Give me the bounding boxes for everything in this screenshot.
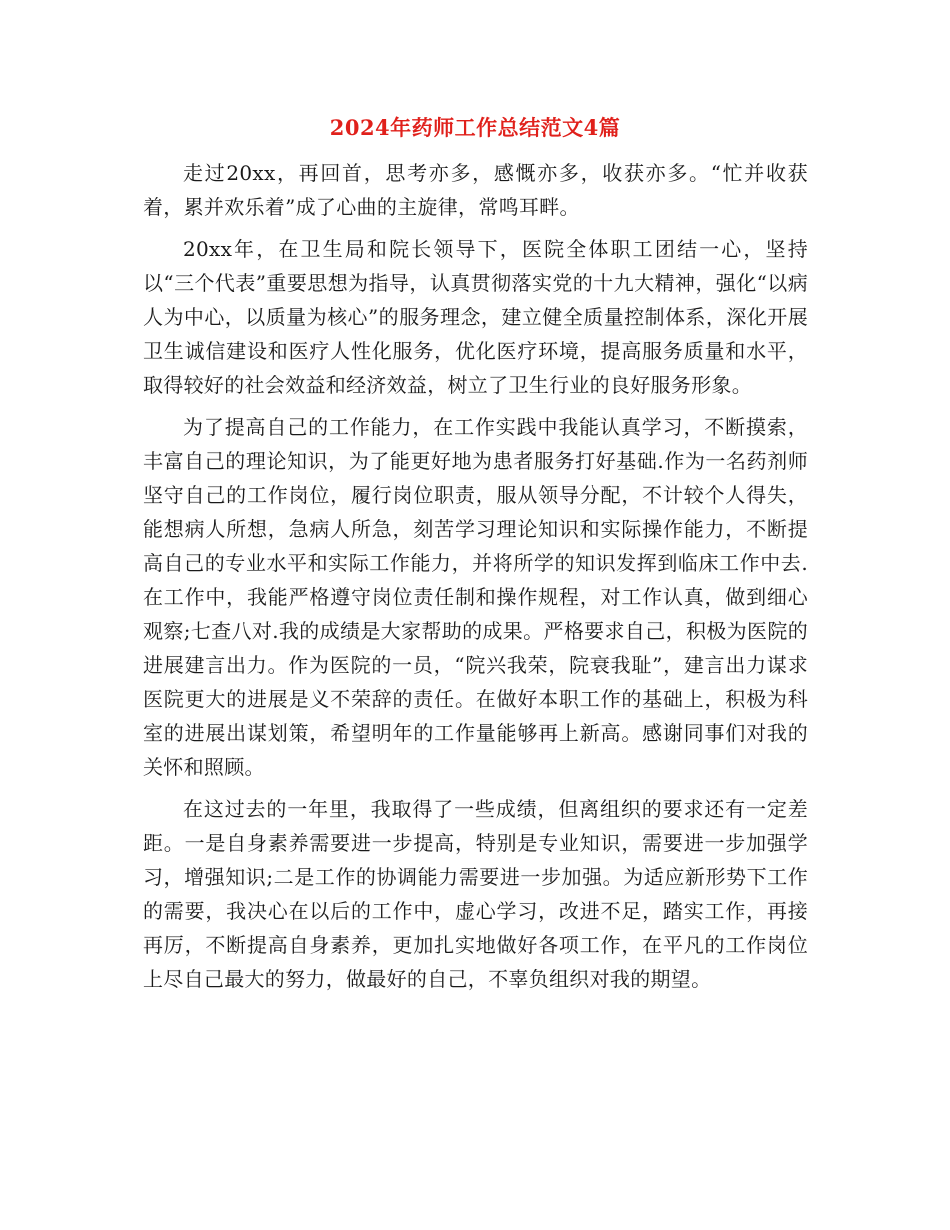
paragraph-4: 在这过去的一年里，我取得了一些成绩，但离组织的要求还有一定差距。一是自身素养需要进一步提高，特别是专业知识，需要进一步加强学习，增强知识;二是工作的协调能力需要进一步加强。为适应新形势下工作的需要，我决心在以后的工作中，虚心学习，改进不足，踏实工作，再接再厉，不断提高自身素养，更加扎实地做好各项工作，在平凡的工作岗位上尽自己最大的努力，做最好的自己，不辜负组织对我的期望。 — [143, 797, 808, 991]
paragraph-2: 20xx年，在卫生局和院长领导下，医院全体职工团结一心，坚持以“三个代表”重要思想为指导，认真贯彻落实党的十九大精神，强化“以病人为中心，以质量为核心”的服务理念，建立健全质量控制体系，深化开展卫生诚信建设和医疗人性化服务，优化医疗环境，提高服务质量和水平，取得较好的社会效益和经济效益，树立了卫生行业的良好服务形象。 — [143, 237, 808, 397]
document-title: 2024年药师工作总结范文4篇 — [329, 115, 621, 140]
paragraph-3: 为了提高自己的工作能力，在工作实践中我能认真学习，不断摸索，丰富自己的理论知识，为了能更好地为患者服务打好基础.作为一名药剂师坚守自己的工作岗位，履行岗位职责，服从领导分配，不计较个人得失，能想病人所想，急病人所急，刻苦学习理论知识和实际操作能力，不断提高自己的专业水平和实际工作能力，并将所学的知识发挥到临床工作中去.在工作中，我能严格遵守岗位责任制和操作规程，对工作认真，做到细心观察;七查八对.我的成绩是大家帮助的成果。严格要求自己，积极为医院的进展建言出力。作为医院的一员，“院兴我荣，院衰我耻”，建言出力谋求医院更大的进展是义不荣辞的责任。在做好本职工作的基础上，积极为科室的进展出谋划策，希望明年的工作量能够再上新高。感谢同事们对我的关怀和照顾。 — [143, 415, 808, 779]
paragraph-1: 走过20xx，再回首，思考亦多，感慨亦多，收获亦多。“忙并收获着，累并欢乐着”成了心曲的主旋律，常鸣耳畔。 — [143, 161, 808, 219]
document-body — [143, 156, 808, 1004]
